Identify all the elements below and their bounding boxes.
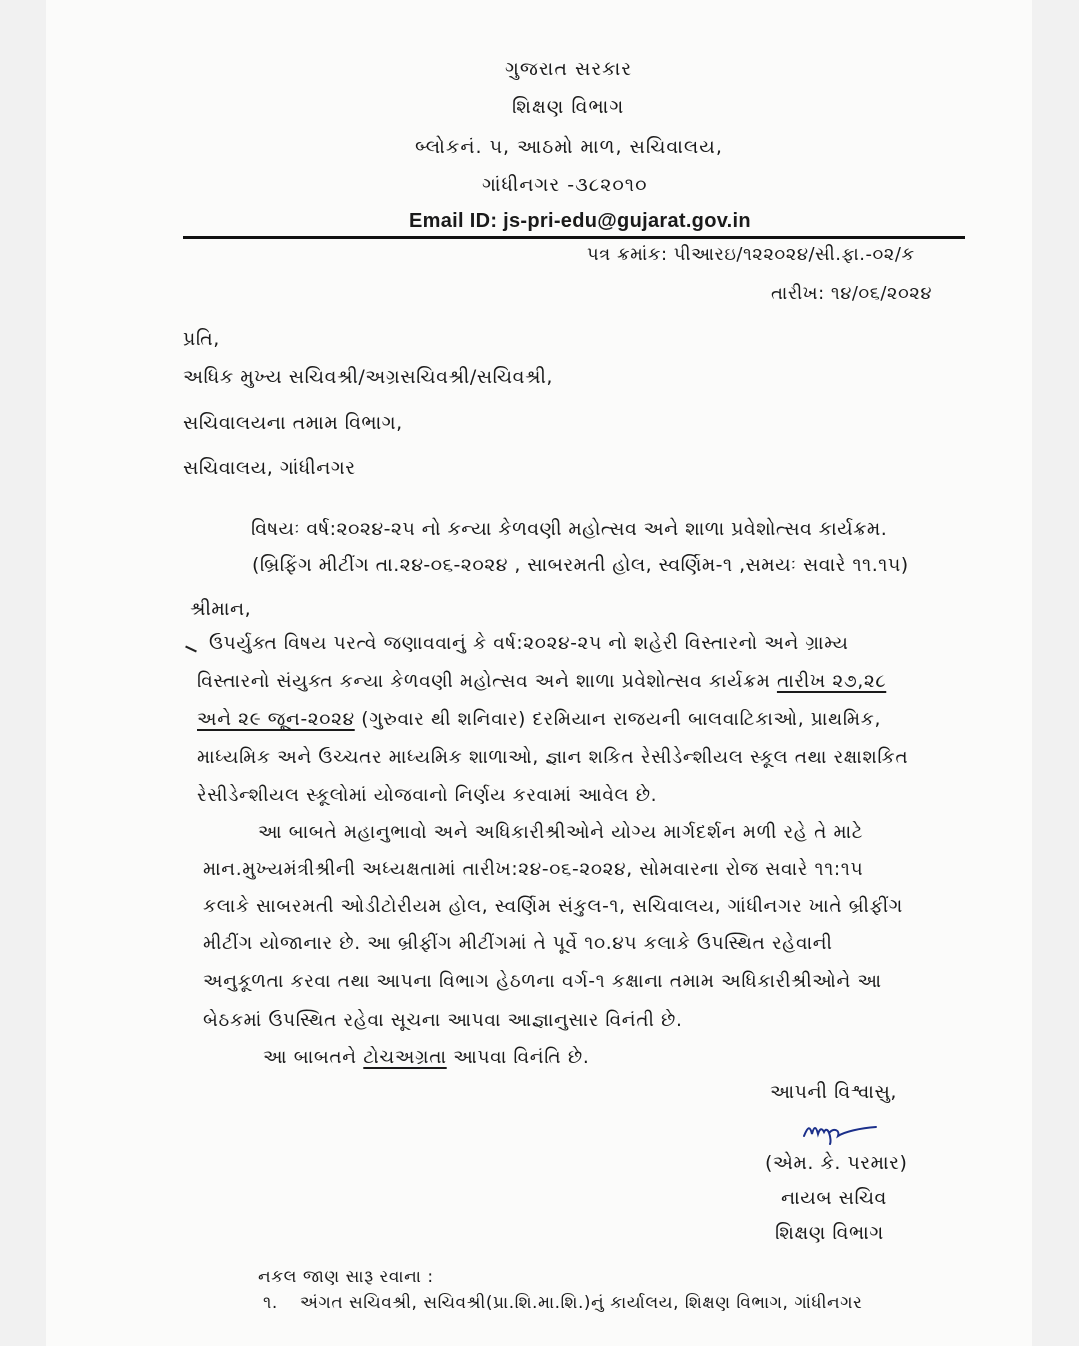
- letterhead-email: Email ID: js-pri-edu@gujarat.gov.in: [409, 210, 751, 232]
- signatory-department: શિક્ષણ વિભાગ: [775, 1222, 884, 1244]
- subject-line: વિષયઃ વર્ષ:૨૦૨૪-૨૫ નો કન્યા કેળવણી મહોત્સવ અને શાળા પ્રવેશોત્સવ કાર્યક્રમ.: [251, 518, 888, 540]
- scan-margin-right: [1032, 0, 1079, 1346]
- signatory-designation: નાયબ સચિવ: [781, 1187, 887, 1209]
- para1-line-1: ઉપર્યુક્ત વિષય પરત્વે જણાવવાનું કે વર્ષ:૨૦૨૪-૨૫ નો શહેરી વિસ્તારનો અને ગ્રામ્ય: [209, 633, 849, 654]
- para2-line-6: બેઠકમાં ઉપસ્થિત રહેવા સૂચના આપવા આજ્ઞાનુસાર વિનંતી છે.: [203, 1010, 683, 1031]
- copy-to-item-number: ૧.: [263, 1293, 278, 1313]
- letter-date: તારીખ: ૧૪/૦૬/૨૦૨૪: [771, 283, 933, 304]
- copy-to-heading: નકલ જાણ સારૂ રવાના :: [258, 1267, 434, 1287]
- para3-text-a: આ બાબતને: [263, 1047, 364, 1068]
- letterhead-address: બ્લોકનં. ૫, આઠમો માળ, સચિવાલય,: [415, 136, 723, 158]
- para1-line-5: રેસીડેન્શીયલ સ્કૂલોમાં યોજવાનો નિર્ણય કરવામાં આવેલ છે.: [197, 785, 658, 806]
- letterhead-city: ગાંધીનગર -૩૮૨૦૧૦: [482, 174, 648, 196]
- para3-text-c: આપવા વિનંતિ છે.: [446, 1047, 590, 1068]
- letterhead-government: ગુજરાત સરકાર: [505, 58, 633, 80]
- header-divider: [183, 236, 965, 239]
- scan-margin-left: [0, 0, 46, 1346]
- subject-meeting-details: (બ્રિફિંગ મીટીંગ તા.૨૪-૦૬-૨૦૨૪ , સાબરમતી હોલ, સ્વર્ણિમ-૧ ,સમયઃ સવારે ૧૧.૧૫): [252, 554, 909, 576]
- letter-number: પત્ર ક્રમાંક: પીઆરઇ/૧૨૨૦૨૪/સી.ફા.-૦૨/ક: [587, 244, 915, 265]
- event-month-underlined: અને ૨૯ જૂન-૨૦૨૪: [197, 709, 355, 730]
- para3-line: [263, 1047, 589, 1068]
- para1-line-2: [197, 671, 886, 692]
- para2-line-3: કલાકે સાબરમતી ઓડીટોરીયમ હોલ, સ્વર્ણિમ સંકુલ-૧, સચિવાલય, ગાંધીનગર ખાતે બ્રીફીંગ: [203, 896, 903, 917]
- closing-phrase: આપની વિશ્વાસુ,: [770, 1081, 897, 1103]
- event-dates-underlined: તારીખ ૨૭,૨૮: [776, 671, 887, 692]
- signatory-name: (એમ. કે. પરમાર): [765, 1152, 908, 1174]
- addressee-line-3: સચિવાલય, ગાંધીનગર: [183, 457, 356, 479]
- salutation: શ્રીમાન,: [190, 598, 252, 620]
- addressee-line-2: સચિવાલયના તમામ વિભાગ,: [183, 412, 403, 434]
- para2-line-5: અનુકૂળતા કરવા તથા આપના વિભાગ હેઠળના વર્ગ-૧ કક્ષાના તમામ અધિકારીશ્રીઓને આ: [203, 971, 882, 992]
- handwritten-signature: [800, 1118, 880, 1146]
- para2-line-4: મીટીંગ યોજાનાર છે. આ બ્રીફીંગ મીટીંગમાં તે પૂર્વે ૧૦.૪૫ કલાકે ઉપસ્થિત રહેવાની: [203, 933, 833, 954]
- letterhead-department: શિક્ષણ વિભાગ: [512, 96, 625, 118]
- addressee-to: પ્રતિ,: [183, 328, 220, 350]
- para2-line-1: આ બાબતે મહાનુભાવો અને અધિકારીશ્રીઓને યોગ્ય માર્ગદર્શન મળી રહે તે માટે: [258, 822, 864, 843]
- copy-to-item-text: અંગત સચિવશ્રી, સચિવશ્રી(પ્રા.શિ.મા.શિ.)નું કાર્યાલય, શિક્ષણ વિભાગ, ગાંધીનગર: [300, 1293, 863, 1313]
- para1-line-3: [197, 709, 881, 730]
- para2-line-2: માન.મુખ્યમંત્રીશ્રીની અધ્યક્ષતામાં તારીખ:૨૪-૦૬-૨૦૨૪, સોમવારના રોજ સવારે ૧૧:૧૫: [203, 859, 864, 880]
- addressee-line-1: અધિક મુખ્ય સચિવશ્રી/અગ્રસચિવશ્રી/સચિવશ્રી,: [183, 366, 553, 388]
- top-priority-underlined: ટોચઅગ્રતા: [363, 1047, 447, 1068]
- para1-line-3-text: (ગુરુવાર થી શનિવાર) દરમિયાન રાજયની બાલવાટિકાઓ, પ્રાથમિક,: [354, 709, 882, 730]
- para1-line-2-text: વિસ્તારનો સંયુક્ત કન્યા કેળવણી મહોત્સવ અને શાળા પ્રવેશોત્સવ કાર્યક્રમ: [197, 671, 777, 692]
- para1-line-4: માધ્યમિક અને ઉચ્ચતર માધ્યમિક શાળાઓ, જ્ઞાન શકિત રેસીડેન્શીયલ સ્કૂલ તથા રક્ષાશકિત: [197, 747, 909, 768]
